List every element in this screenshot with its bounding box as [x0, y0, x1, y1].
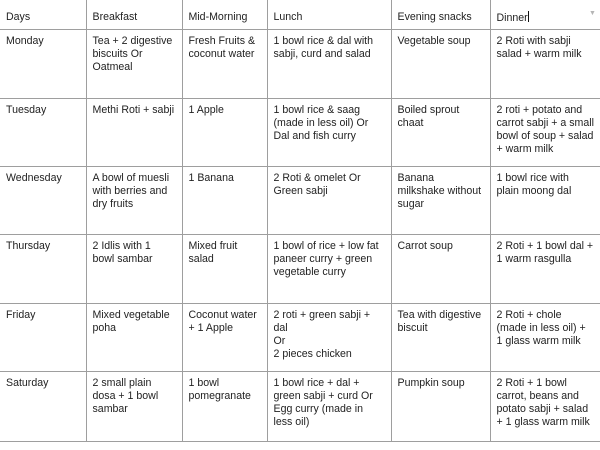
cell-day[interactable]: Thursday: [0, 234, 86, 303]
cell-mid-morning[interactable]: 1 Apple: [182, 98, 267, 166]
cell-dinner[interactable]: 1 bowl rice with plain moong dal: [490, 166, 600, 234]
cell-mid-morning[interactable]: 1 Banana: [182, 166, 267, 234]
cell-breakfast[interactable]: Methi Roti + sabji: [86, 98, 182, 166]
cell-lunch[interactable]: 1 bowl rice & dal with sabji, curd and salad: [267, 29, 391, 98]
header-breakfast[interactable]: Breakfast: [86, 0, 182, 29]
cell-dinner[interactable]: 2 roti + potato and carrot sabji + a small bowl of soup + salad + warm milk: [490, 98, 600, 166]
cell-evening-snacks[interactable]: Boiled sprout chaat: [391, 98, 490, 166]
cell-day[interactable]: Wednesday: [0, 166, 86, 234]
cell-breakfast[interactable]: 2 Idlis with 1 bowl sambar: [86, 234, 182, 303]
header-mid-morning[interactable]: Mid-Morning: [182, 0, 267, 29]
header-lunch[interactable]: Lunch: [267, 0, 391, 29]
header-row: [0, 0, 600, 29]
table-row: [0, 371, 600, 441]
header-dinner-cell[interactable]: [490, 0, 600, 29]
cell-dinner[interactable]: 2 Roti + 1 bowl dal + 1 warm rasgulla: [490, 234, 600, 303]
cell-breakfast[interactable]: A bowl of muesli with berries and dry fruits: [86, 166, 182, 234]
cell-breakfast[interactable]: Mixed vegetable poha: [86, 303, 182, 371]
filter-dropdown-icon[interactable]: ▼: [589, 10, 596, 17]
table-row: [0, 234, 600, 303]
table-row: [0, 166, 600, 234]
cell-lunch[interactable]: 2 Roti & omelet Or Green sabji: [267, 166, 391, 234]
cell-evening-snacks[interactable]: Pumpkin soup: [391, 371, 490, 441]
cell-evening-snacks[interactable]: Tea with digestive biscuit: [391, 303, 490, 371]
cell-evening-snacks[interactable]: Carrot soup: [391, 234, 490, 303]
cell-dinner[interactable]: 2 Roti + 1 bowl carrot, beans and potato sabji + salad + 1 glass warm milk: [490, 371, 600, 441]
cell-mid-morning[interactable]: Mixed fruit salad: [182, 234, 267, 303]
cell-lunch[interactable]: 1 bowl rice & saag (made in less oil) Or Dal and fish curry: [267, 98, 391, 166]
cell-lunch[interactable]: 2 roti + green sabji + dal Or 2 pieces chicken: [267, 303, 391, 371]
cell-day[interactable]: Monday: [0, 29, 86, 98]
table-row: [0, 98, 600, 166]
cell-evening-snacks[interactable]: Banana milkshake without sugar: [391, 166, 490, 234]
header-evening-snacks[interactable]: Evening snacks: [391, 0, 490, 29]
header-dinner: Dinner: [496, 12, 528, 24]
cell-dinner[interactable]: 2 Roti + chole (made in less oil) + 1 glass warm milk: [490, 303, 600, 371]
cell-evening-snacks[interactable]: Vegetable soup: [391, 29, 490, 98]
cell-day[interactable]: Friday: [0, 303, 86, 371]
text-cursor: [528, 11, 529, 22]
cell-mid-morning[interactable]: 1 bowl pomegranate: [182, 371, 267, 441]
cell-lunch[interactable]: 1 bowl rice + dal + green sabji + curd Or Egg curry (made in less oil): [267, 371, 391, 441]
cell-mid-morning[interactable]: Coconut water + 1 Apple: [182, 303, 267, 371]
cell-breakfast[interactable]: 2 small plain dosa + 1 bowl sambar: [86, 371, 182, 441]
cell-day[interactable]: Tuesday: [0, 98, 86, 166]
cell-breakfast[interactable]: Tea + 2 digestive biscuits Or Oatmeal: [86, 29, 182, 98]
cell-day[interactable]: Saturday: [0, 371, 86, 441]
header-days[interactable]: Days: [0, 0, 86, 29]
cell-lunch[interactable]: 1 bowl of rice + low fat paneer curry + green vegetable curry: [267, 234, 391, 303]
cell-mid-morning[interactable]: Fresh Fruits & coconut water: [182, 29, 267, 98]
table-row: [0, 303, 600, 371]
cell-dinner[interactable]: 2 Roti with sabji salad + warm milk: [490, 29, 600, 98]
table-row: [0, 29, 600, 98]
